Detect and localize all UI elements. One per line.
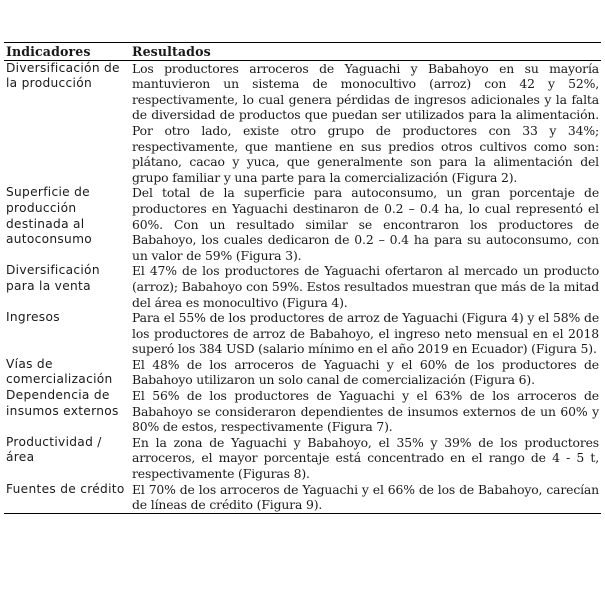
indicator-cell: Dependencia de insumos externos <box>6 388 119 418</box>
result-cell: Para el 55% de los productores de arroz de Yaguachi (Figura 4) y el 58% de los productores de arroz de Babahoyo, el ingreso neto mensual en el 2018 superó los 384 USD (salario mínimo en el año 2019 en Ecuador) (Figura 5). <box>132 310 599 357</box>
result-cell: En la zona de Yaguachi y Babahoyo, el 35% y 39% de los productores arroceros, el mayor porcentaje está concentrado en el rango de 4 - 5 t, respectivamente (Figuras 8). <box>132 434 599 482</box>
result-cell: Del total de la superficie para autoconsumo, un gran porcentaje de productores en Yaguachi destinaron de 0.2 – 0.4 ha, lo cual representó el 60%. Con un resultado similar se encontraron los productores de Babahoyo, los cuales dedicaron de 0.2 – 0.4 ha para su autoconsumo, con un valor de 59% (Figura 3). <box>132 185 599 263</box>
table-row <box>4 310 601 357</box>
table-row <box>4 388 601 435</box>
indicator-cell: Productividad / área <box>6 434 102 465</box>
indicator-cell: Fuentes de crédito <box>4 482 130 514</box>
results-table <box>4 42 601 514</box>
indicator-cell: Superficie de producción destinada al autoconsumo <box>6 185 93 247</box>
table-row <box>4 357 601 388</box>
header-indicadores: Indicadores <box>4 43 130 61</box>
result-cell: El 47% de los productores de Yaguachi ofertaron al mercado un producto (arroz); Babahoyo con 59%. Estos resultados muestran que más de la mitad del área es monocultivo (Figura 4). <box>132 263 599 310</box>
indicator-cell: Vías de comercialización <box>6 356 113 387</box>
result-cell: El 48% de los arroceros de Yaguachi y el 60% de los productores de Babahoyo utilizaron un solo canal de comercialización (Figura 6). <box>132 356 599 388</box>
indicator-cell: Diversificación para la venta <box>6 263 100 293</box>
table-row <box>4 435 601 482</box>
indicator-cell: Diversificación de la producción <box>6 60 120 91</box>
table-row <box>4 482 601 514</box>
result-cell: El 70% de los arroceros de Yaguachi y el 66% de los de Babahoyo, carecían de líneas de crédito (Figura 9). <box>132 481 599 513</box>
table-row <box>4 185 601 263</box>
indicator-cell: Ingresos <box>6 310 60 325</box>
header-resultados: Resultados <box>130 43 601 61</box>
table-row <box>4 60 601 185</box>
table-header-row <box>4 43 601 61</box>
result-cell: Los productores arroceros de Yaguachi y Babahoyo en su mayoría mantuvieron un sistema de monocultivo (arroz) con 42 y 52%, respectivamente, lo cual genera pérdidas de ingresos adicionales y la falta de diversidad de productos que puedan ser utilizados para la alimentación. Por otro lado, existe otro grupo de productores con 33 y 34%; respectivamente, que mantiene en sus predios otros cultivos como son: plátano, cacao y yuca, que generalmente son para la alimentación del grupo familiar y una parte para la comercialización (Figura 2). <box>132 60 599 185</box>
table-row <box>4 263 601 310</box>
result-cell: El 56% de los productores de Yaguachi y el 63% de los arroceros de Babahoyo se consideraron dependientes de insumos externos de un 60% y 80% de estos, respectivamente (Figura 7). <box>132 388 599 435</box>
results-table-container <box>4 42 601 514</box>
